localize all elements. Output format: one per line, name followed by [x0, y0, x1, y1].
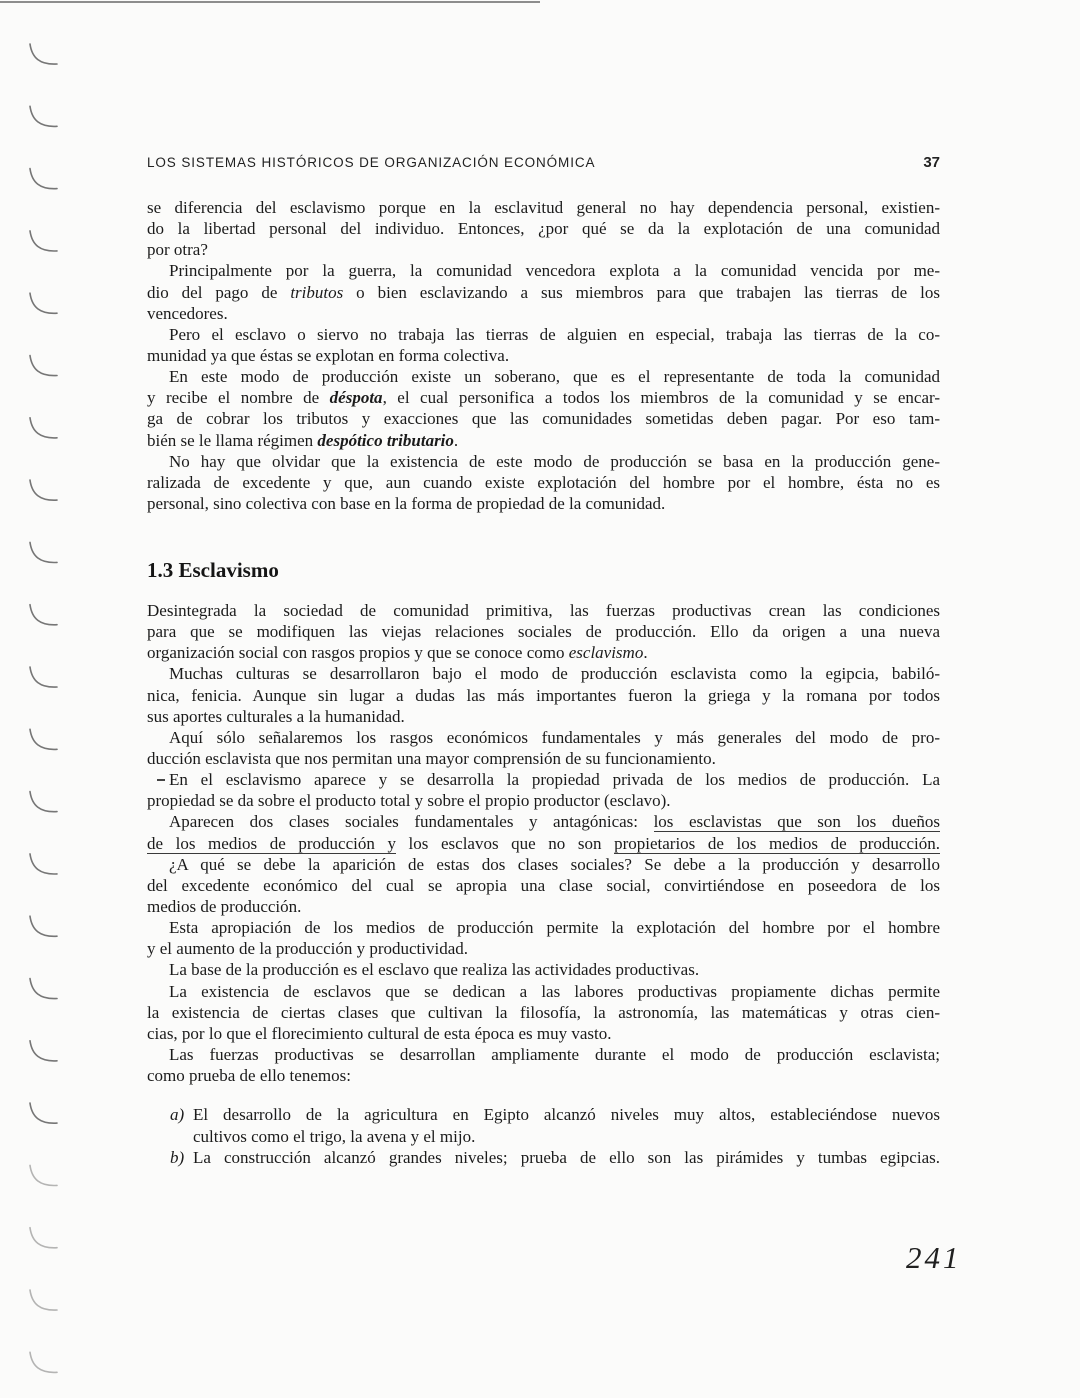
page-number: 37	[923, 154, 940, 171]
text-run: .	[453, 430, 459, 450]
page-edge-line	[0, 1, 540, 3]
text-line: En el esclavismo aparece y se desarrolla la propiedad privada de los medios de producción. La	[169, 770, 940, 790]
text-line: personal, sino colectiva con base en la forma de propiedad de la comunidad.	[147, 493, 666, 513]
binding-hole-mark	[30, 106, 57, 126]
text-run: Aparecen dos clases sociales fundamentales y antagónicas:	[169, 812, 654, 832]
text-line: cultivos como el trigo, la avena y el mijo.	[193, 1126, 476, 1146]
section-heading: 1.3 Esclavismo	[147, 558, 279, 582]
text-line: La construcción alcanzó grandes niveles; prueba de ello son las pirámides y tumbas egipcias.	[193, 1148, 940, 1167]
text-run: .	[643, 643, 648, 663]
text-line: En este modo de producción existe un soberano, que es el representante de toda la comunidad	[169, 367, 940, 387]
binding-hole-mark	[30, 854, 57, 874]
binding-hole-mark	[30, 356, 57, 376]
text-line: ¿A qué se debe la aparición de estas dos clases sociales? Se debe a la producción y desarrollo	[169, 854, 940, 874]
text-line: Muchas culturas se desarrollaron bajo el modo de producción esclavista como la egipcia, babiló-	[169, 664, 940, 684]
text-line: y el aumento de la producción y productividad.	[147, 939, 469, 959]
binding-hole-mark	[30, 1290, 57, 1310]
binding-hole-mark	[30, 729, 57, 749]
binding-hole-mark	[30, 44, 57, 64]
text-line: medios de producción.	[147, 896, 302, 916]
intro-text-block	[147, 197, 940, 514]
text-line: El desarrollo de la agricultura en Egipto alcanzó niveles muy altos, estableciéndose nuevos	[193, 1105, 940, 1124]
text-line: La base de la producción es el esclavo que realiza las actividades productivas.	[169, 960, 700, 980]
italic-term: tributos	[290, 282, 344, 302]
text-line: propiedad se da sobre el producto total y sobre el propio productor (esclavo).	[147, 791, 671, 811]
text-line: del excedente económico del cual se apropia una clase social, convirtiéndose en poseedora de los	[147, 875, 940, 895]
text-line: vencedores.	[147, 303, 228, 323]
handwritten-folio-number: 241	[906, 1240, 962, 1275]
text-line	[147, 282, 940, 303]
binding-hole-mark	[30, 480, 57, 500]
text-line: como prueba de ello tenemos:	[147, 1066, 351, 1086]
text-line	[147, 387, 940, 408]
running-title: LOS SISTEMAS HISTÓRICOS DE ORGANIZACIÓN ECONÓMICA	[147, 155, 596, 170]
enumerated-list	[147, 1104, 940, 1169]
text-run: dio del pago de	[147, 282, 291, 302]
binding-hole-mark	[30, 1041, 57, 1061]
text-line: La existencia de esclavos que se dedican a las labores productivas propiamente dichas permite	[169, 981, 940, 1001]
text-run: y recibe el nombre de	[147, 388, 330, 408]
text-line: Principalmente por la guerra, la comunidad vencedora explota a la comunidad vencida por me-	[169, 261, 940, 281]
text-line: nica, fenicia. Aunque sin lugar a dudas las más importantes fueron la griega y la romana por todos	[147, 685, 940, 705]
binding-hole-mark	[30, 667, 57, 687]
italic-term: déspota	[329, 388, 383, 408]
text-line: ducción esclavista que nos permitan una mayor comprensión de su funcionamiento.	[147, 748, 716, 768]
text-run: bién se le llama régimen	[147, 430, 318, 450]
binding-hole-mark	[30, 916, 57, 936]
text-run: los esclavos que no son	[395, 833, 615, 853]
text-run: o bien esclavizando a sus miembros para que trabajen las tierras de los	[343, 282, 940, 302]
text-line	[147, 642, 940, 663]
pen-mark	[157, 779, 165, 781]
binding-hole-mark	[30, 293, 57, 313]
list-item-label: b)	[170, 1148, 185, 1167]
hand-underlined-phrase: propietarios de los medios de producción.	[614, 833, 940, 853]
list-item-label: a)	[170, 1105, 185, 1124]
text-run: organización social con rasgos propios y que se conoce como	[147, 643, 569, 663]
binding-hole-mark	[30, 169, 57, 189]
binding-hole-mark	[30, 231, 57, 251]
italic-term: esclavismo	[568, 643, 644, 663]
binding-hole-mark	[30, 1228, 57, 1248]
text-line: se diferencia del esclavismo porque en la esclavitud general no hay dependencia personal, existien-	[147, 198, 940, 217]
text-line: do la libertad personal del individuo. Entonces, ¿por qué se da la explotación de una comunidad	[147, 219, 940, 239]
section-text-block	[147, 600, 940, 1086]
binding-hole-mark	[30, 542, 57, 562]
text-line: la existencia de ciertas clases que cultivan la filosofía, la astronomía, las matemáticas y otras cien-	[147, 1002, 940, 1022]
binding-margin	[0, 0, 80, 1398]
text-line: ralizada de excedente y que, aun cuando existe explotación del hombre por el hombre, ésta no es	[147, 472, 940, 492]
text-line: Esta apropiación de los medios de producción permite la explotación del hombre por el hombre	[169, 918, 940, 938]
binding-hole-mark	[30, 792, 57, 812]
text-line: sus aportes culturales a la humanidad.	[147, 706, 405, 726]
binding-hole-mark	[30, 1352, 57, 1372]
text-line	[147, 430, 940, 451]
running-header	[147, 154, 940, 171]
text-run: , el cual personifica a todos los miembros de la comunidad y se encar-	[382, 388, 941, 408]
binding-hole-mark	[30, 605, 57, 625]
list-item	[147, 1147, 940, 1169]
binding-hole-mark	[30, 979, 57, 999]
hand-underlined-phrase: los esclavistas que son los dueños	[653, 812, 940, 832]
text-line: cias, por lo que el florecimiento cultural de esta época es muy vasto.	[147, 1023, 612, 1043]
text-line: Desintegrada la sociedad de comunidad primitiva, las fuerzas productivas crean las condiciones	[147, 601, 940, 620]
text-line: ga de cobrar los tributos y exacciones que las comunidades sometidas deben pagar. Por eso tam-	[147, 409, 940, 429]
text-line	[147, 811, 940, 832]
text-line: Las fuerzas productivas se desarrollan ampliamente durante el modo de producción esclavista;	[169, 1044, 940, 1064]
binding-hole-mark	[30, 1165, 57, 1185]
italic-term: despótico tributario	[317, 430, 454, 450]
hand-underlined-phrase: de los medios de producción y	[147, 833, 396, 853]
text-line: para que se modifiquen las viejas relaciones sociales de producción. Ello da origen a una nueva	[147, 622, 940, 642]
text-line: por otra?	[147, 240, 208, 260]
binding-hole-mark	[30, 1103, 57, 1123]
text-line	[147, 833, 940, 854]
text-line: No hay que olvidar que la existencia de este modo de producción se basa en la producción gene-	[169, 451, 940, 471]
text-line: Aquí sólo señalaremos los rasgos económicos fundamentales y más generales del modo de pro-	[169, 727, 940, 747]
text-line: Pero el esclavo o siervo no trabaja las tierras de alguien en especial, trabaja las tierras de la co-	[169, 324, 940, 344]
list-item	[147, 1104, 940, 1147]
binding-hole-mark	[30, 418, 57, 438]
text-line: munidad ya que éstas se explotan en forma colectiva.	[147, 345, 510, 365]
